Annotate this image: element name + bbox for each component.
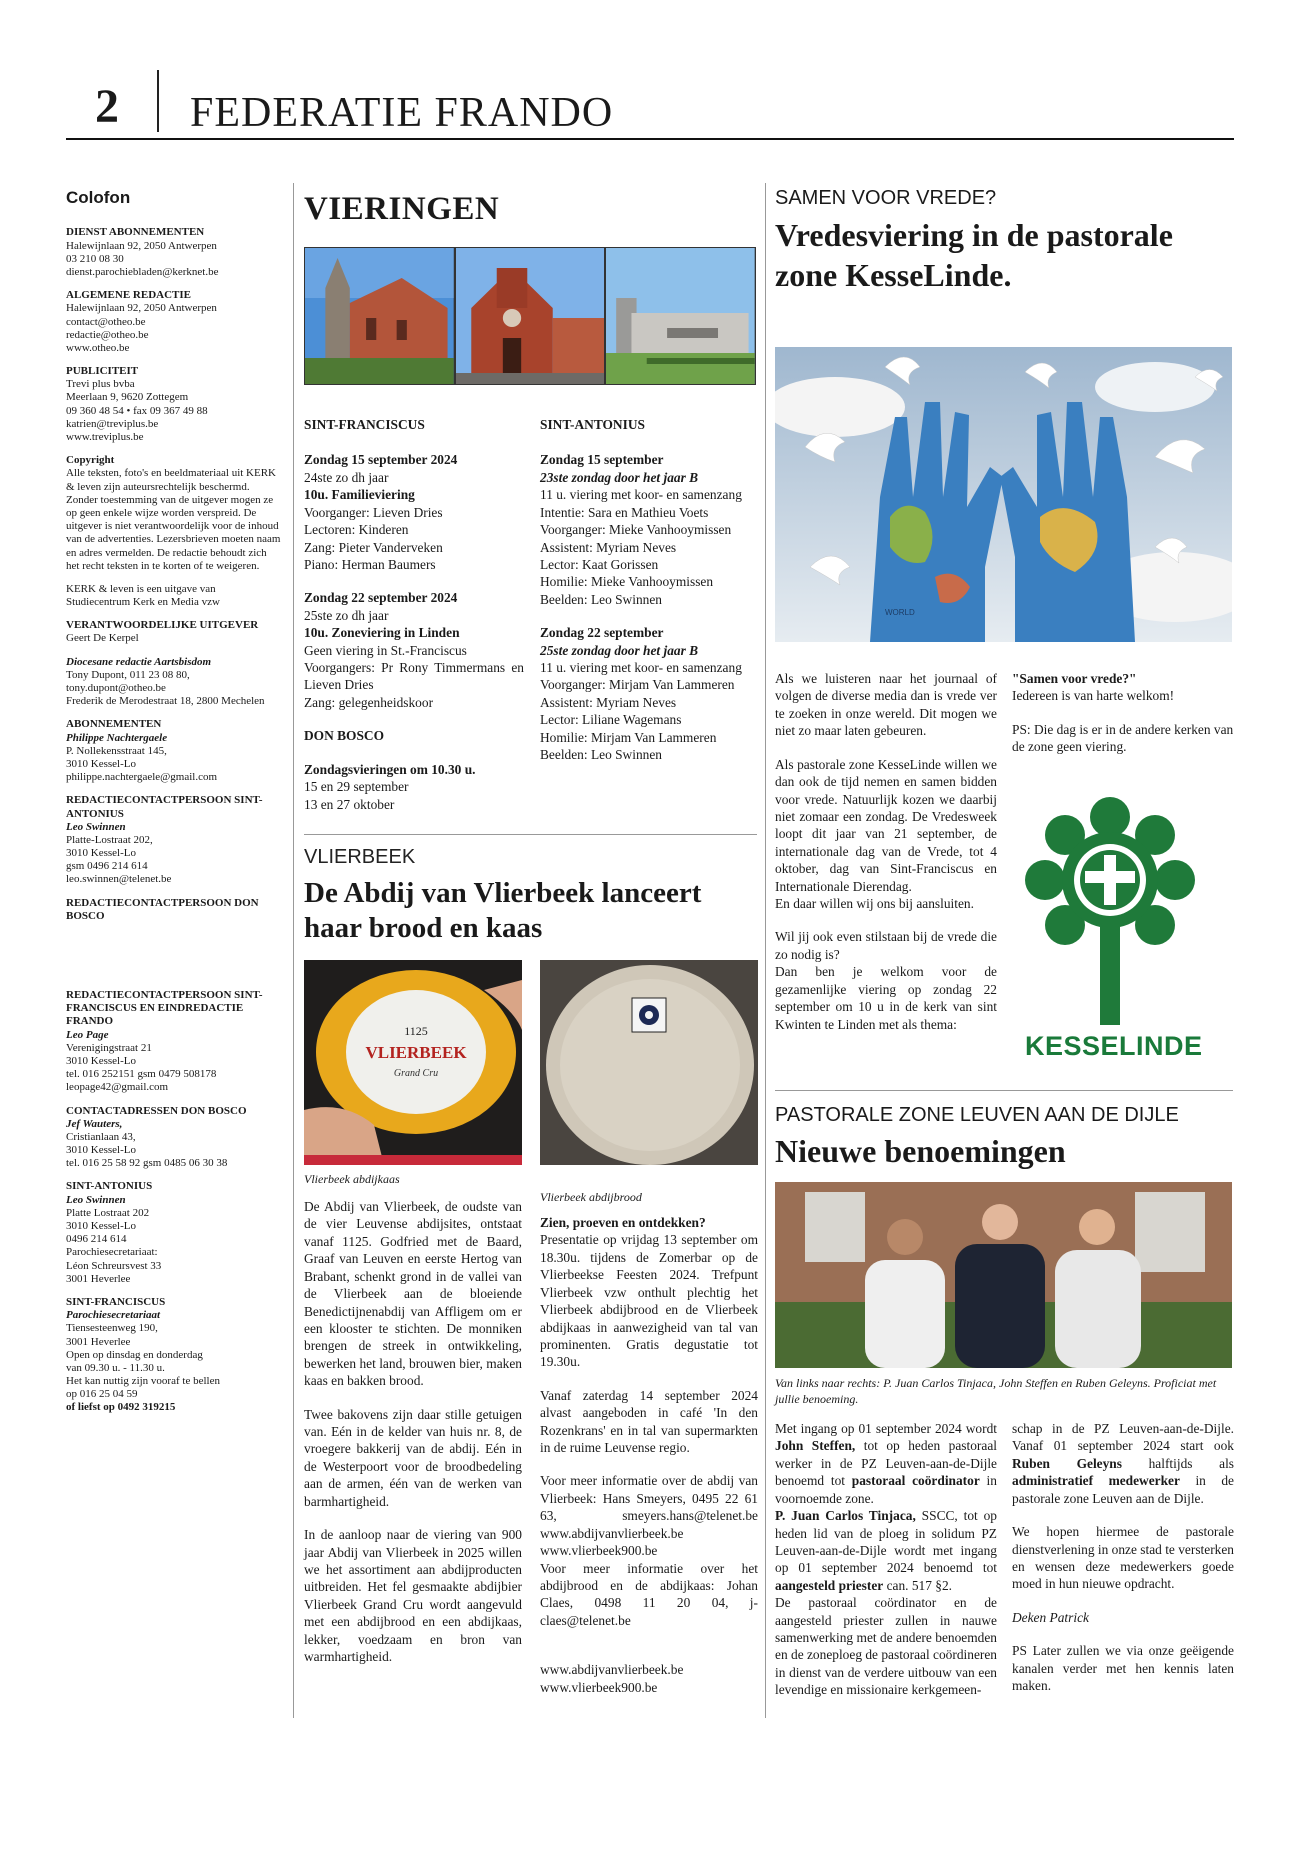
web-link[interactable]: www.treviplus.be: [66, 431, 144, 444]
bread-photo: [540, 960, 758, 1165]
colofon-diocesaan: Diocesane redactie Aartsbisdom Tony Dupont, 011 23 08 80, tony.dupont@otheo.be Frederik de Merodestraat 18, 2800 Mechelen: [66, 656, 282, 709]
parish-heading: SINT-ANTONIUS: [540, 417, 645, 432]
email-link[interactable]: leo.swinnen@telenet.be: [66, 873, 172, 886]
group-photo: [775, 1182, 1232, 1368]
colofon-adres-sint-franciscus: SINT-FRANCISCUS Parochiesecretariaat Tiensesteenweg 190, 3001 Heverlee Open op dinsdag en donderdag van 09.30 u. - 11.30 u. Het kan nuttig zijn vooraf te bellen op 016 25 04 59 of liefst op 0492 319215: [66, 1295, 220, 1414]
colofon: [66, 188, 282, 1425]
churches-photo-strip: [304, 247, 756, 385]
email-link[interactable]: tony.dupont@otheo.be: [66, 682, 166, 695]
church-photo: [456, 248, 605, 384]
colofon-contact-sint-antonius: REDACTIECONTACTPERSOON SINT-ANTONIUS Leo Swinnen Platte-Lostraat 202, 3010 Kessel-Lo gsm 0496 214 614 leo.swinnen@telenet.be: [66, 794, 282, 886]
kesselinde-logo-text: KESSELINDE: [1025, 1031, 1203, 1061]
article-kicker: VLIERBEEK: [304, 846, 416, 868]
sint-antonius-schedule: SINT-ANTONIUS Zondag 15 september 23ste zondag door het jaar B 11 u. viering met koor- en samenzang Intentie: Sara en Mathieu Voets Voorganger: Mieke Vanhooymissen Assistent: Myriam Neves Lector: Kaat Gorissen Homilie: Mieke Vanhooymissen Beelden: Leo Swinnen Zondag 22 september 25ste zondag door het jaar B 11 u. viering met koor- en samenzang Voorganger: Mirjam Van Lammeren Assistent: Myriam Neves Lector: Liliane Wagemans Homilie: Mirjam Van Lammeren Beelden: Leo Swinnen: [540, 416, 758, 764]
section-divider: [304, 834, 757, 835]
article-body: Als we luisteren naar het journaal of volgen de diverse media dan is vrede ver te zoeken in onze wereld. Dit mogen we niet zo maar laten gebeuren. Als pastorale zone KesseLinde willen we dan ook de tijd nemen en samen bidden voor vrede. Natuurlijk kozen we daarbij niet zomaar een zondag. De Vredesweek loopt dit jaar van 21 september, de internationale dag van de Vrede, tot 4 oktober, dag van Sint-Franciscus en Internationale Dierendag. En daar willen wij ons bij aansluiten. Wil jij ook even stilstaan bij de vrede die zo nodig is? Dan ben je welkom voor de gezamenlijke viering op zondag 22 september om 10 u in de kerk van sint Kwinten te Linden met als thema:: [775, 671, 997, 1032]
church-photo: [305, 248, 454, 384]
email-link[interactable]: redactie@otheo.be: [66, 328, 149, 341]
colofon-copyright: Copyright Alle teksten, foto's en beeldmateriaal uit KERK & leven zijn auteursrechtelijk beschermd. Zonder toestemming van de uitgever mogen ze op geen enkele wijze worden verspreid. De uitgever is niet verantwoordelijk voor de inhoud van de advertenties. Lezersbrieven moeten naam en adres vermelden. De redactie behoudt zich het recht teksten in te korten of te weigeren.: [66, 454, 281, 572]
article-body: Met ingang op 01 september 2024 wordt John Steffen, tot op heden pastoraal werker in de PZ Leuven-aan-de-Dijle benoemd tot pastoraal coördinator in voornoemde zone. P. Juan Carlos Tinjaca, SSCC, tot op heden lid van de ploeg in solidum PZ Leuven-aan-de-Dijle wordt met ingang op 01 september 2024 benoemd tot aangesteld priester can. 517 §2. De pastoraal coördinator en de aangesteld priester zullen in nauwe samenwerking met de andere benoemden en de zoneploeg de pastoraal coördineren in dienst van de verdere uitbouw van een levendige en missionaire kerkgemeen-: [775, 1421, 997, 1698]
parish-heading: SINT-FRANCISCUS: [304, 417, 425, 432]
article-body: schap in de PZ Leuven-aan-de-Dijle. Vanaf 01 september 2024 start ook Ruben Geleyns halftijds als administratief medewerker in de pastorale zone Leuven aan de Dijle. We hopen hiermee de pastorale dienstverlening in onze stad te versterken en wensen deze medewerkers goede moed in hun nieuwe opdracht. Deken Patrick PS Later zullen we via onze geëigende kanalen verder met hen kennis laten maken.: [1012, 1421, 1234, 1694]
photo-caption: Vlierbeek abdijbrood: [540, 1190, 642, 1204]
web-link[interactable]: www.vlierbeek900.be: [540, 1679, 658, 1695]
colofon-uitgave: KERK & leven is een uitgave van Studiecentrum Kerk en Media vzw: [66, 582, 220, 609]
cheese-photo: [304, 960, 522, 1165]
email-link[interactable]: dienst.parochiebladen@kerknet.be: [66, 265, 219, 278]
column-divider: [765, 183, 766, 1718]
section-title-vieringen: VIERINGEN: [304, 191, 500, 227]
page-number: 2: [95, 80, 119, 133]
parish-heading: DON BOSCO: [304, 728, 384, 744]
photo-caption: Van links naar rechts: P. Juan Carlos Tinjaca, John Steffen en Ruben Geleyns. Proficiat met jullie benoeming.: [775, 1376, 1217, 1406]
colofon-redactie: ALGEMENE REDACTIE Halewijnlaan 92, 2050 Antwerpen contact@otheo.be redactie@otheo.be www.otheo.be: [66, 289, 282, 355]
kesselinde-logo: [1020, 795, 1200, 1065]
image-text: WORLD: [885, 608, 915, 617]
article-body: "Samen voor vrede?" Iedereen is van harte welkom! PS: Die dag is er in de andere kerken van de zone geen viering.: [1012, 671, 1234, 755]
article-kicker: PASTORALE ZONE LEUVEN AAN DE DIJLE: [775, 1104, 1179, 1126]
cheese-label-year: 1125: [404, 1024, 428, 1038]
article-title: Vredesviering in de pastorale zone KesseLinde.: [775, 217, 1173, 294]
colofon-title: Colofon: [66, 188, 131, 207]
church-photo: [606, 248, 755, 384]
colofon-vu: VERANTWOORDELIJKE UITGEVER Geert De Kerpel: [66, 619, 259, 645]
signature: Deken Patrick: [1012, 1609, 1089, 1625]
colofon-abonnementen-lokaal: ABONNEMENTEN Philippe Nachtergaele P. Nollekensstraat 145, 3010 Kessel-Lo philippe.nachtergaele@gmail.com: [66, 718, 282, 784]
colofon-contact-don-bosco: REDACTIECONTACTPERSOON DON BOSCO: [66, 896, 259, 922]
article-body: Zien, proeven en ontdekken? Presentatie op vrijdag 13 september om 18.30u. tijdens de Zomerbar op de Vlierbeekse Feesten 2024. Trefpunt Vlierbeek vzw onthult plechtig het Vlierbeek abdijbrood en de Vlierbeek abdijkaas in aanwezigheid van tal van prominenten. Gratis degustatie tot 19.30u. Vanaf zaterdag 14 september 2024 alvast aangeboden in café 'In den Rozenkrans' en in tal van supermarkten in de ruime Leuvense regio. Voor meer informatie over de abdij van Vlierbeek: Hans Smeyers, 0495 22 61 63, smeyers.hans@telenet.be www.abdijvanvlierbeek.be www.vlierbeek900.be Voor meer informatie over het abdijbrood en de abdijkaas: Johan Claes, 0498 11 20 04, j-claes@telenet.be www.abdijvanvlierbeek.be www.vlierbeek900.be: [540, 1215, 758, 1695]
web-link[interactable]: www.otheo.be: [66, 341, 130, 354]
cheese-label-grand-cru: Grand Cru: [393, 1068, 439, 1079]
hands-doves-image: [775, 347, 1232, 642]
article-title: Nieuwe benoemingen: [775, 1133, 1066, 1169]
column-divider: [293, 183, 294, 1718]
cheese-label-brand: VLIERBEEK: [365, 1043, 467, 1062]
section-divider: [775, 1090, 1233, 1091]
colofon-publiciteit: PUBLICITEIT Trevi plus bvba Meerlaan 9, 9620 Zottegem 09 360 48 54 • fax 09 367 49 88 katrien@treviplus.be www.treviplus.be: [66, 365, 282, 444]
article-body: De Abdij van Vlierbeek, de oudste van de vier Leuvense abdijsites, ontstaat vanaf 1125. Godfried met de Baard, Graaf van Leuven en eerste Hertog van Brabant, schenkt grond in de vallei van de Vlierbeek aan de bloeiende Benedictijnenabdij van Affligem om er een klooster te stichten. De monniken brengen de streek in ontwikkeling, bewerken het land, brouwen bier, maken kaas en bakken brood. Twee bakovens zijn daar stille getuigen van. Eén in de kelder van huis nr. 8, de vroegere bakkerij van de abdij. Eén in de Westerpoort voor de broodbedeling aan de armen, één van de werken van barmhartigheid. In de aanloop naar de viering van 900 jaar Abdij van Vlierbeek in 2025 willen we het assortiment aan abdijproducten uitbreiden. Het fel gesmaakte abdijbier Vlierbeek Grand Cru wordt aangevuld met een abdijbrood en een abdijkaas, lekker, voedzaam en bron van warmhartigheid.: [304, 1199, 522, 1665]
article-kicker: SAMEN VOOR VREDE?: [775, 187, 997, 209]
web-link[interactable]: www.abdijvanvlierbeek.be: [540, 1662, 684, 1678]
email-link[interactable]: katrien@treviplus.be: [66, 417, 159, 430]
sint-franciscus-schedule: SINT-FRANCISCUS Zondag 15 september 2024 24ste zo dh jaar 10u. Familieviering Voorganger: Lieven Dries Lectoren: Kinderen Zang: Pieter Vanderveken Piano: Herman Baumers Zondag 22 september 2024 25ste zo dh jaar 10u. Zoneviering in Linden Geen viering in St.-Franciscus Voorgangers: Pr Rony Timmermans en Lieven Dries Zang: gelegenheidskoor DON BOSCO Zondagsvieringen om 10.30 u. 15 en 29 september 13 en 27 oktober: [304, 417, 524, 812]
photo-caption: Vlierbeek abdijkaas: [304, 1172, 400, 1186]
email-link[interactable]: philippe.nachtergaele@gmail.com: [66, 771, 218, 784]
colofon-adres-sint-antonius: SINT-ANTONIUS Leo Swinnen Platte Lostraat 202 3010 Kessel-Lo 0496 214 614 Parochiesecretariaat: Léon Schreursvest 33 3001 Heverlee: [66, 1180, 162, 1285]
colofon-contact-sint-franciscus: REDACTIECONTACTPERSOON SINT-FRANCISCUS EN EINDREDACTIE FRANDO Leo Page Verenigingstraat 21 3010 Kessel-Lo tel. 016 252151 gsm 0479 508178 leopage42@gmail.com: [66, 989, 282, 1095]
email-link[interactable]: contact@otheo.be: [66, 315, 146, 328]
email-link[interactable]: leopage42@gmail.com: [66, 1081, 169, 1094]
publication-title: FEDERATIE FRANDO: [190, 90, 614, 136]
colofon-abonnementen: DIENST ABONNEMENTEN Halewijnlaan 92, 2050 Antwerpen 03 210 08 30 dienst.parochiebladen@kerknet.be: [66, 226, 282, 279]
colofon-adres-don-bosco: CONTACTADRESSEN DON BOSCO Jef Wauters, Cristianlaan 43, 3010 Kessel-Lo tel. 016 25 58 92 gsm 0485 06 30 38: [66, 1104, 247, 1170]
article-title: De Abdij van Vlierbeek lanceert haar brood en kaas: [304, 877, 702, 945]
header-rule: [66, 138, 1234, 140]
header-divider: [157, 70, 159, 132]
